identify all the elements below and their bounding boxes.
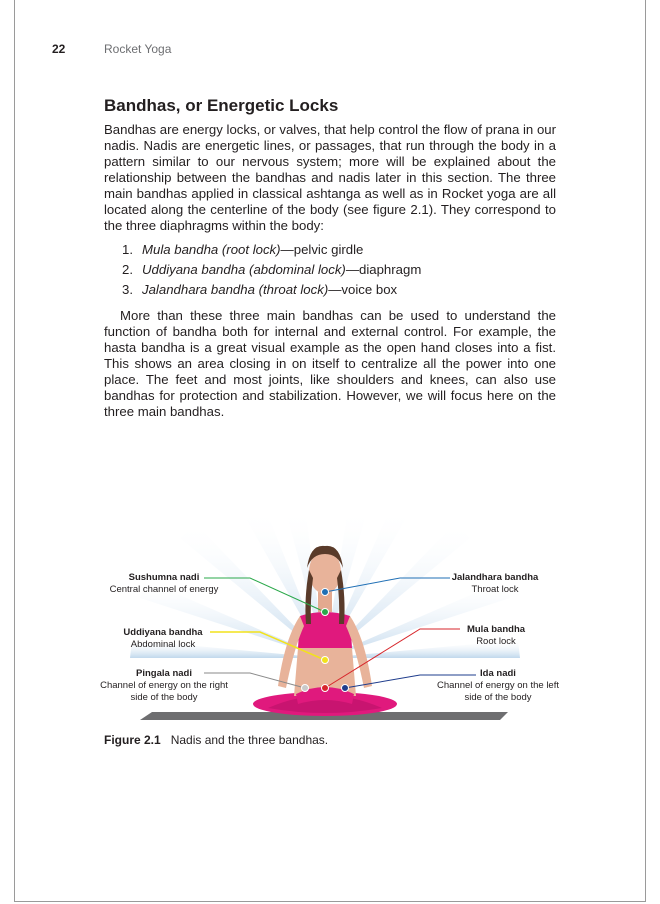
mula-point [322,685,329,692]
callout-sushumna: Sushumna nadi Central channel of energy [109,572,219,595]
figure-caption [104,733,328,747]
uddiyana-point [322,657,329,664]
book-title: Rocket Yoga [104,42,172,56]
list-item: 2. Uddiyana bandha (abdominal lock)—diaphragm [122,262,422,277]
pingala-point [302,685,309,692]
running-head [52,42,171,56]
bandha-list [122,240,556,300]
figure-2-1 [100,508,560,728]
ida-point [342,685,349,692]
callout-mula: Mula bandha Root lock [466,624,526,647]
paragraph-1: Bandhas are energy locks, or valves, that help control the flow of prana in our nadis. Nadis are energetic lines, or passages, that run through the body in a pattern similar to our nervous system; more will be explained about the relationship between the bandhas and nadis later in this section. The three main bandhas applied in classical ashtanga as well as in Rocket yoga are all located along the centerline of the body (see figure 2.1). They correspond to the three diaphragms within the body: [104,122,556,233]
jalandhara-point [322,589,329,596]
callout-jalandhara: Jalandhara bandha Throat lock [451,572,539,595]
section-title: Bandhas, or Energetic Locks [104,96,339,115]
list-item: 3. Jalandhara bandha (throat lock)—voice box [122,282,398,297]
caption-label: Figure 2.1 [104,733,161,747]
paragraph-2: More than these three main bandhas can be used to understand the function of bandha both for internal and external control. For example, the hasta bandha is a great visual example as the open hand closes into a fist. This shows an area closing in on itself to centralize all the power into one place. The feet and most joints, like shoulders and knees, can also use bandhas for protection and stabilization. However, we will focus here on the three main bandhas. [104,308,556,419]
caption-text: Nadis and the three bandhas. [170,733,329,747]
page-number: 22 [52,42,66,56]
callout-uddiyana: Uddiyana bandha Abdominal lock [123,627,203,650]
list-item: 1. Mula bandha (root lock)—pelvic girdle [122,242,364,257]
sushumna-point [322,609,329,616]
callout-ida: Ida nadi Channel of energy on the left side of the body [436,668,559,703]
main-content [104,96,556,420]
callout-pingala: Pingala nadi Channel of energy on the right side of the body [100,668,228,703]
